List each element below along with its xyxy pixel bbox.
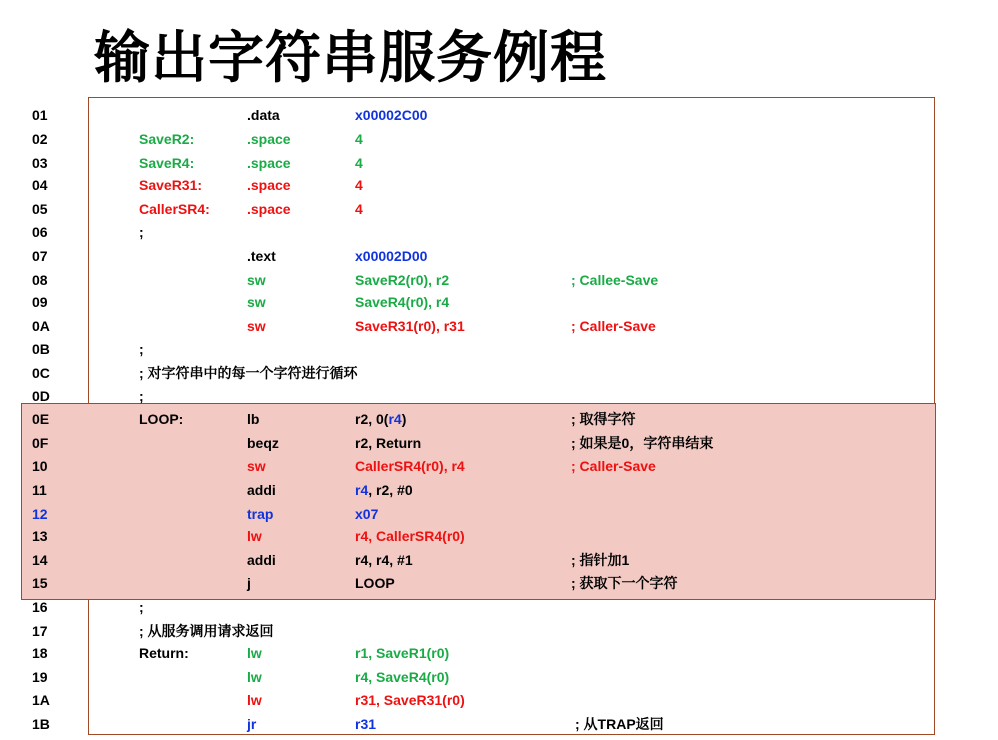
operand: r2, Return	[355, 435, 422, 451]
code-line	[0, 409, 998, 429]
operand: x07	[355, 506, 379, 522]
line-number: 04	[32, 177, 48, 193]
label: SaveR4:	[139, 155, 195, 171]
code-line	[0, 175, 998, 195]
code-line	[0, 386, 998, 406]
line-number: 14	[32, 552, 48, 568]
operand: r4, SaveR4(r0)	[355, 669, 450, 685]
code-line	[0, 222, 998, 242]
line-number: 01	[32, 107, 48, 123]
line-number: 03	[32, 155, 48, 171]
operand: CallerSR4(r0), r4	[355, 458, 465, 474]
opcode: sw	[247, 318, 266, 334]
opcode: .space	[247, 201, 291, 217]
line-number: 09	[32, 294, 48, 310]
operand: SaveR31(r0), r31	[355, 318, 465, 334]
operand: 4	[355, 201, 363, 217]
comment: ; Caller-Save	[571, 318, 656, 334]
opcode: .text	[247, 248, 276, 264]
code-line	[0, 105, 998, 125]
line-number: 05	[32, 201, 48, 217]
code-line	[0, 129, 998, 149]
opcode: addi	[247, 552, 276, 568]
comment: ;	[139, 224, 144, 240]
comment: ; 获取下一个字符	[571, 575, 678, 591]
opcode: sw	[247, 458, 266, 474]
code-line	[0, 456, 998, 476]
opcode: addi	[247, 482, 276, 498]
operand: r4, CallerSR4(r0)	[355, 528, 465, 544]
comment: ; 如果是0，字符串结束	[571, 435, 714, 451]
label: CallerSR4:	[139, 201, 210, 217]
operand: 4	[355, 131, 363, 147]
operand: 4	[355, 155, 363, 171]
line-number: 0A	[32, 318, 50, 334]
opcode: .data	[247, 107, 280, 123]
code-line	[0, 643, 998, 663]
code-line	[0, 199, 998, 219]
code-line	[0, 153, 998, 173]
line-number: 0F	[32, 435, 49, 451]
code-line	[0, 526, 998, 546]
code-line	[0, 433, 998, 453]
opcode: lw	[247, 645, 262, 661]
comment: ; Caller-Save	[571, 458, 656, 474]
opcode: beqz	[247, 435, 279, 451]
code-line	[0, 480, 998, 500]
line-number: 12	[32, 506, 48, 522]
line-number: 07	[32, 248, 48, 264]
code-line	[0, 690, 998, 710]
comment: ; 取得字符	[571, 411, 636, 427]
opcode: sw	[247, 272, 266, 288]
comment: ; 从TRAP返回	[575, 716, 664, 732]
operand: SaveR4(r0), r4	[355, 294, 450, 310]
operand: r1, SaveR1(r0)	[355, 645, 450, 661]
comment: ;	[139, 599, 144, 615]
line-number: 0D	[32, 388, 50, 404]
label: Return:	[139, 645, 189, 661]
opcode: .space	[247, 131, 291, 147]
code-line	[0, 363, 998, 383]
line-number: 18	[32, 645, 48, 661]
operand: LOOP	[355, 575, 395, 591]
opcode: lw	[247, 528, 262, 544]
operand: r4, r4, #1	[355, 552, 413, 568]
comment: ; 从服务调用请求返回	[139, 623, 274, 639]
label: LOOP:	[139, 411, 184, 427]
opcode: lw	[247, 692, 262, 708]
line-number: 0C	[32, 365, 50, 381]
opcode: sw	[247, 294, 266, 310]
code-line	[0, 597, 998, 617]
operand: SaveR2(r0), r2	[355, 272, 450, 288]
line-number: 1A	[32, 692, 50, 708]
line-number: 19	[32, 669, 48, 685]
code-line	[0, 316, 998, 336]
line-number: 17	[32, 623, 48, 639]
comment: ; 指针加1	[571, 552, 630, 568]
line-number: 15	[32, 575, 48, 591]
code-line	[0, 550, 998, 570]
code-line	[0, 573, 998, 593]
label: SaveR31:	[139, 177, 203, 193]
code-line	[0, 714, 998, 734]
comment: ; 对字符串中的每一个字符进行循环	[139, 365, 358, 381]
code-line	[0, 292, 998, 312]
label: SaveR2:	[139, 131, 195, 147]
comment: ;	[139, 341, 144, 357]
code-line	[0, 270, 998, 290]
line-number: 0B	[32, 341, 50, 357]
line-number: 08	[32, 272, 48, 288]
comment: ; Callee-Save	[571, 272, 659, 288]
line-number: 1B	[32, 716, 50, 732]
operand: r31, SaveR31(r0)	[355, 692, 465, 708]
operand: x00002D00	[355, 248, 428, 264]
operand: r4, r2, #0	[355, 482, 413, 498]
code-line	[0, 504, 998, 524]
opcode: .space	[247, 155, 291, 171]
operand: x00002C00	[355, 107, 428, 123]
opcode: jr	[247, 716, 257, 732]
comment: ;	[139, 388, 144, 404]
opcode: j	[247, 575, 251, 591]
line-number: 13	[32, 528, 48, 544]
opcode: lb	[247, 411, 260, 427]
line-number: 02	[32, 131, 48, 147]
code-line	[0, 667, 998, 687]
opcode: lw	[247, 669, 262, 685]
line-number: 16	[32, 599, 48, 615]
code-line	[0, 621, 998, 641]
line-number: 10	[32, 458, 48, 474]
line-number: 11	[32, 482, 47, 498]
operand: r31	[355, 716, 377, 732]
code-line	[0, 246, 998, 266]
opcode: trap	[247, 506, 274, 522]
code-line	[0, 339, 998, 359]
opcode: .space	[247, 177, 291, 193]
line-number: 06	[32, 224, 48, 240]
operand: 4	[355, 177, 363, 193]
line-number: 0E	[32, 411, 50, 427]
slide-title: 输出字符串服务例程	[94, 26, 607, 91]
operand: r2, 0(r4)	[355, 411, 407, 427]
